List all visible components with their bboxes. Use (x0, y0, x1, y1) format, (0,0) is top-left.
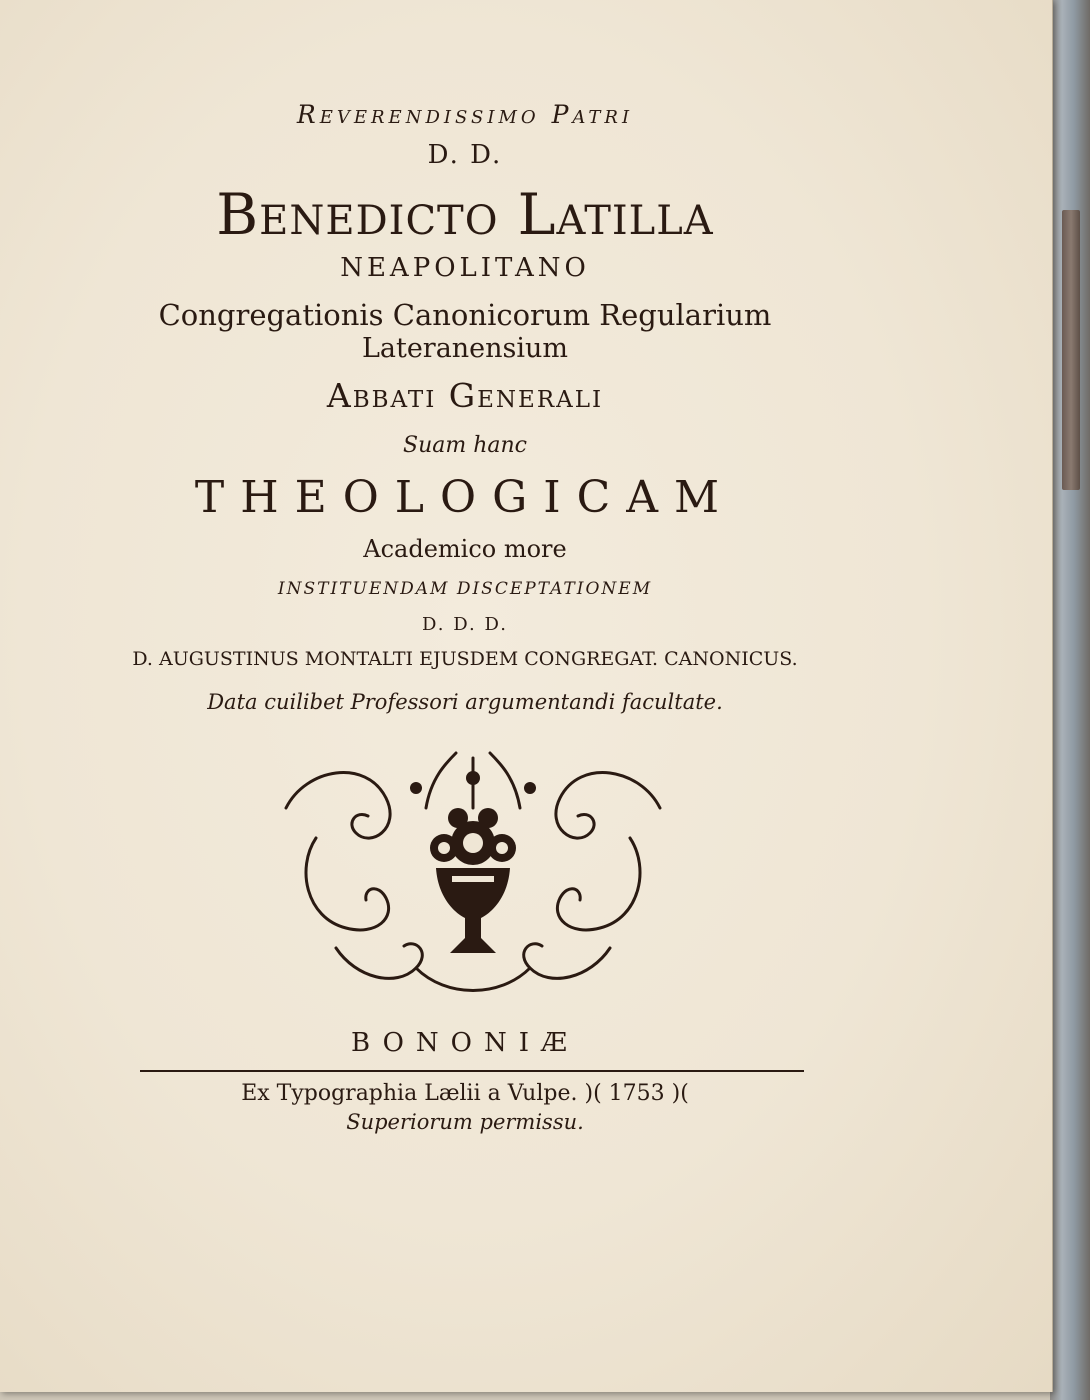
phrase-line: Suam hanc (403, 433, 527, 458)
dedicates-line: D. D. D. (422, 614, 508, 635)
manner-line: Academico more (363, 535, 567, 563)
congregation-line-2: Lateranensium (361, 333, 569, 364)
bookmark-ribbon (1062, 210, 1080, 490)
honorific-line: D. D. (427, 140, 503, 170)
office-line: Abbati Generali (326, 376, 604, 415)
dedication-line: Reverendissimo Patri (296, 100, 634, 129)
imprint-printer: Ex Typographia Lælii a Vulpe. )( 1753 )( (241, 1081, 689, 1106)
subject-line: THEOLOGICAM (194, 472, 736, 523)
imprint-permission: Superiorum permissu. (346, 1110, 584, 1134)
book-spine (1050, 0, 1090, 1400)
origin-line: NEAPOLITANO (340, 253, 590, 283)
imprint-rule (140, 1070, 804, 1072)
floral-urn-ornament-icon (276, 748, 670, 998)
work-line: INSTITUENDAM DISCEPTATIONEM (277, 579, 653, 599)
congregation-line-1: Congregationis Canonicorum Regularium (158, 298, 772, 332)
imprint-city: BONONIÆ (350, 1028, 579, 1058)
author-line: D. AUGUSTINUS MONTALTI EJUSDEM CONGREGAT. CANONICUS. (132, 648, 798, 670)
dedicatee-name: Benedicto Latilla (216, 182, 714, 248)
note-line: Data cuilibet Professori argumentandi facultate. (207, 690, 723, 714)
